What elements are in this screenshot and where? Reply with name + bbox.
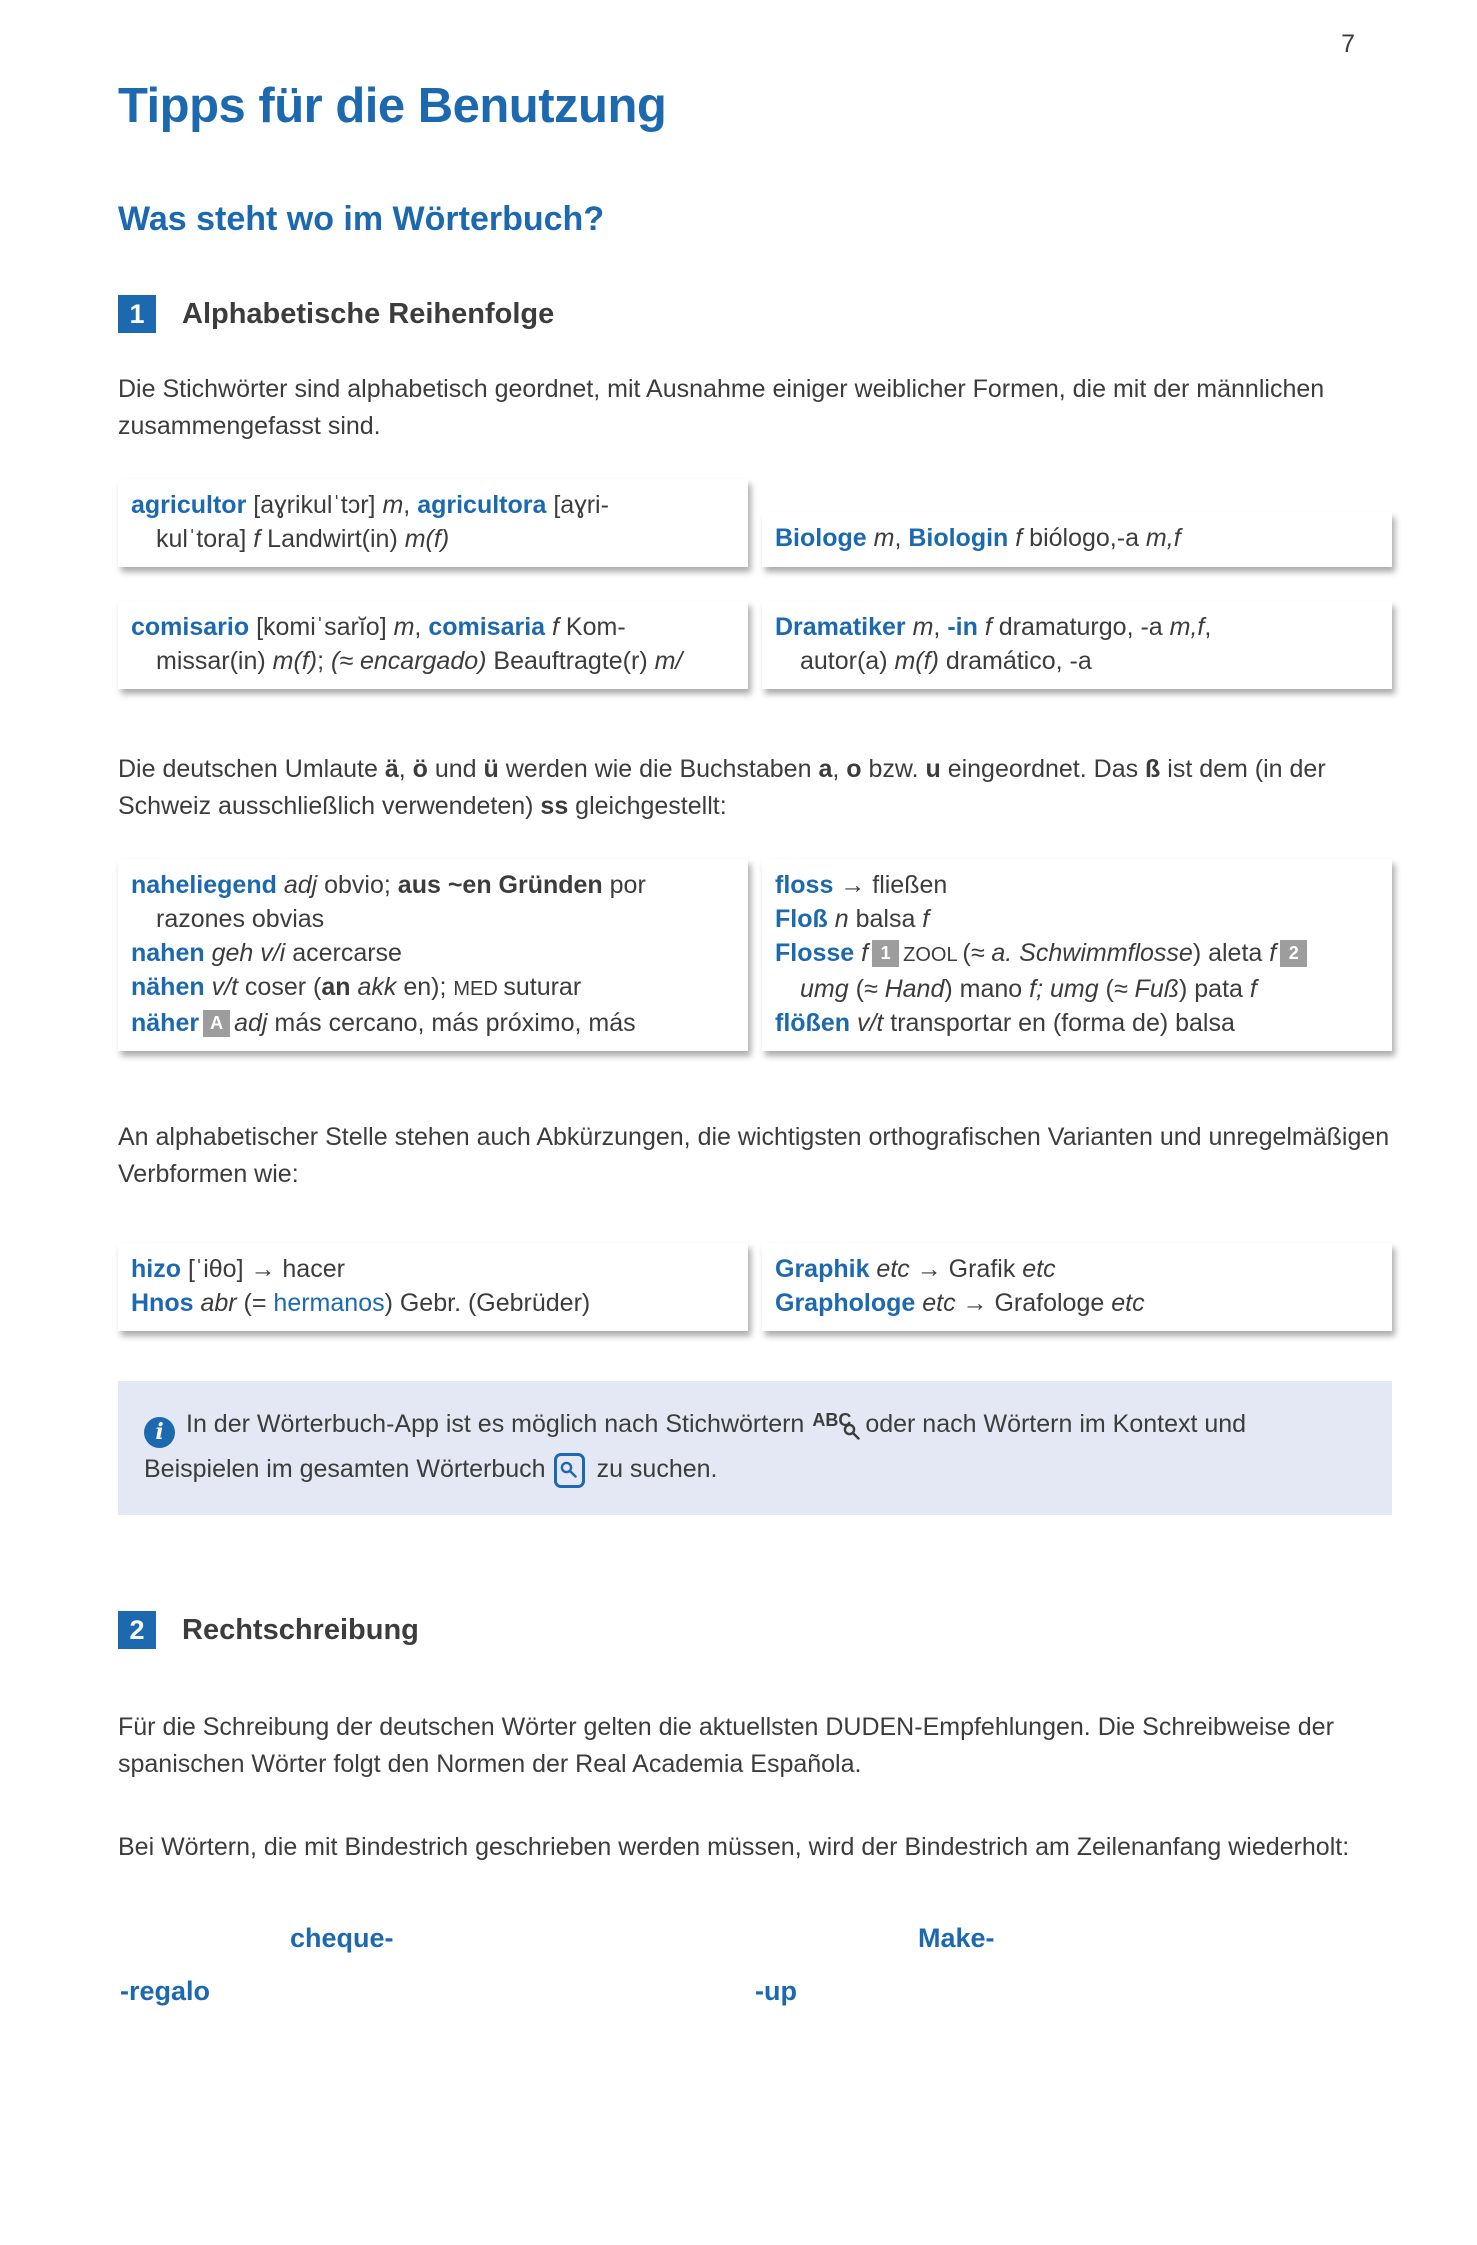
text-segment: In der Wörterbuch-App ist es möglich nach Stichwörtern [186,1410,805,1438]
text-segment: v/t [211,973,245,1001]
text-segment: m [912,613,934,641]
text-segment: ist dem (in der Schweiz ausschließlich verwendeten) [118,755,1326,820]
text-segment: f [1249,975,1257,1003]
entry-line [775,1252,1379,1286]
text-segment: razones obvias [156,905,325,933]
entry-line [775,1006,1379,1040]
headword: Graphologe [775,1289,923,1317]
text-segment: ö [412,755,428,783]
text-segment: ; [317,647,331,675]
text-segment: , [398,755,413,783]
text-segment: ≈ Fuß [1113,975,1179,1003]
text-segment: kulˈtora] [156,525,254,553]
text-segment: m/ [654,647,683,675]
text-segment: m(f) [272,647,318,675]
text-segment: werden wie die Buchstaben [498,755,819,783]
hyphen-word-part: -regalo [120,1976,211,2006]
text-segment: bzw. [861,755,926,783]
entry-box-graphik [762,1243,1392,1331]
text-segment: balsa [855,905,923,933]
hyphen-word-part: cheque- [290,1923,394,1953]
text-segment: f; umg [1029,975,1106,1003]
text-segment: m,f [1145,524,1181,552]
entry-line [131,868,735,902]
umlaut-paragraph [118,751,1392,825]
text-segment: etc [876,1255,917,1283]
headword: nahen [131,939,212,967]
entry-line [131,1286,735,1320]
text-segment: adj [234,1009,275,1037]
headword: naheliegend [131,871,284,899]
text-segment: zu suchen. [596,1455,718,1483]
text-segment: ä [384,755,399,783]
text-segment: abr [200,1289,244,1317]
headword: Flosse [775,939,862,967]
sense-badge: A [203,1010,230,1037]
text-segment: Beauftragte(r) [493,647,655,675]
text-segment: etc [1022,1255,1056,1283]
text-segment: [aɣri- [553,491,609,519]
section-2-paragraph-1: Für die Schreibung der deutschen Wörter gelten die aktuellsten DUDEN-Empfehlungen. Die Schreibweise der spanischen Wörter folgt den Normen der Real Academia Española. [118,1713,1334,1778]
text-segment: [komiˈsarĭo] [256,613,394,641]
text-segment: f [552,613,566,641]
text-segment: [ˈiθo] → hacer [187,1255,345,1283]
entry-line [131,644,735,678]
abc-label: ABC [812,1410,852,1430]
text-segment: f [984,613,999,641]
text-segment: dramático, -a [945,647,1092,675]
text-segment: und [427,755,484,783]
headword: Dramatiker [775,613,913,641]
entry-box-comisario [118,601,748,689]
example-row-2 [118,601,1392,689]
text-segment: (≈ encargado) [331,647,494,675]
text-segment: ) Gebr. (Gebrüder) [384,1289,591,1317]
text-segment: f [861,939,869,967]
text-segment: por [609,871,646,899]
text-segment: m(f) [894,647,946,675]
headword: Biologin [908,524,1016,552]
text-segment: etc [922,1289,963,1317]
text-segment: ( [1105,975,1114,1003]
text-segment: → Grafologe [962,1289,1112,1317]
text-segment: gleichgestellt: [568,792,727,820]
entry-box-floss [762,859,1392,1051]
section-1-intro: Die Stichwörter sind alphabetisch geordnet, mit Ausnahme einiger weiblicher Formen, die mit der männlichen zusammengefasst sind. [118,375,1325,440]
text-segment: ) mano [944,975,1030,1003]
text-segment: f [922,905,930,933]
headword: flößen [775,1009,857,1037]
text-segment: ) pata [1179,975,1250,1003]
section-subtitle: Was steht wo im Wörterbuch? [118,200,605,238]
text-segment: f [1015,524,1030,552]
text-segment: akk [357,973,404,1001]
sense-badge: 2 [1280,940,1307,967]
entry-line [131,610,735,644]
headword: Graphik [775,1255,877,1283]
text-segment: suturar [503,973,582,1001]
example-row-1 [118,479,1392,567]
text-segment: (= [243,1289,274,1317]
entry-line [775,644,1379,678]
text-segment: m,f [1169,613,1205,641]
entry-box-agricultor [118,479,748,567]
text-segment: umg [800,975,856,1003]
text-segment: u [925,755,941,783]
entry-line [775,1286,1379,1320]
cross-reference: hermanos [273,1289,385,1317]
text-segment: en); [403,973,454,1001]
app-info-box [118,1381,1392,1515]
entry-line [131,1252,735,1286]
entry-box-hizo [118,1243,748,1331]
text-segment: Die deutschen Umlaute [118,755,385,783]
entry-line [131,1006,735,1040]
entry-line [131,488,735,522]
entry-line [775,610,1379,644]
text-segment: aus ~en Gründen [397,871,610,899]
text-segment: missar(in) [156,647,273,675]
page-title: Tipps für die Benutzung [118,79,667,133]
headword: agricultora [417,491,554,519]
text-segment: transportar en (forma de) balsa [890,1009,1235,1037]
text-segment: geh v/i [211,939,293,967]
sense-badge: 1 [872,940,899,967]
headword-search-icon [812,1411,851,1429]
text-segment: eingeordnet. Das [940,755,1146,783]
text-segment: o [846,755,862,783]
text-segment: ZOOL [903,944,963,966]
text-segment: acercarse [292,939,402,967]
headword: floss [775,871,841,899]
text-segment: ≈ a. Schwimmflosse [970,939,1193,967]
text-segment: obvio; [324,871,398,899]
text-segment: ß [1145,755,1161,783]
example-row-3 [118,859,1392,1051]
entry-line [775,868,1379,902]
text-segment: ü [483,755,499,783]
headword: nähen [131,973,212,1001]
section-1-title: Alphabetische Reihenfolge [182,297,555,330]
text-segment: oder nach Wörtern im Kontext und Beispielen im gesamten Wörterbuch [144,1410,1247,1483]
text-segment: ( [962,939,971,967]
entry-box-biologe [762,512,1392,567]
text-segment: autor(a) [800,647,895,675]
entry-line [131,936,735,970]
headword: -in [947,613,985,641]
text-segment: MED [453,978,504,1000]
headword: Floß [775,905,835,933]
text-segment: , [933,613,948,641]
hyphen-example-left [118,1912,755,2018]
info-icon: i [144,1417,175,1448]
entry-line [775,902,1379,936]
text-segment: ≈ Hand [863,975,945,1003]
text-segment: ss [540,792,569,820]
hyphen-examples [118,1912,1392,2018]
hyphen-word-part: Make- [918,1923,995,1953]
headword: agricultor [131,491,254,519]
text-segment: , [894,524,909,552]
text-segment: dramaturgo, -a [998,613,1170,641]
text-segment: m [873,524,895,552]
text-segment: m [382,491,404,519]
text-segment: [aɣrikulˈtɔr] [253,491,383,519]
headword: Biologe [775,524,874,552]
text-segment: ( [855,975,864,1003]
entry-box-naheliegend [118,859,748,1051]
text-segment: etc [1111,1289,1145,1317]
section-1-header [118,295,1392,333]
text-segment: , [414,613,429,641]
fulltext-search-icon [554,1453,585,1488]
example-row-4 [118,1243,1392,1331]
headword: comisario [131,613,257,641]
text-segment: , [403,491,418,519]
entry-line [131,970,735,1006]
text-segment: → Grafik [916,1255,1023,1283]
text-segment: coser ( [244,973,322,1001]
text-segment: Kom- [565,613,626,641]
text-segment: a [818,755,833,783]
section-2-header [118,1611,1392,1649]
text-segment: biólogo,-a [1029,524,1146,552]
entry-line [775,972,1379,1006]
entry-line [775,521,1379,555]
text-segment: , [1204,613,1212,641]
headword: comisaria [428,613,553,641]
section-2-title: Rechtschreibung [182,1613,419,1646]
text-segment: n [834,905,856,933]
abbreviations-paragraph: An alphabetischer Stelle stehen auch Abkürzungen, die wichtigsten orthografischen Varianten und unregelmäßigen Verbformen wie: [118,1123,1390,1188]
text-segment: an [321,973,358,1001]
text-segment: más cercano, más próximo, más [274,1009,636,1037]
headword: hizo [131,1255,188,1283]
section-1-badge: 1 [118,295,156,333]
text-segment: , [832,755,847,783]
text-segment: f [253,525,268,553]
headword: näher [131,1009,200,1037]
page-number: 7 [1341,30,1355,58]
text-segment: m [393,613,415,641]
entry-line [131,902,735,936]
text-segment: f [1269,939,1277,967]
section-2-paragraph-2: Bei Wörtern, die mit Bindestrich geschrieben werden müssen, wird der Bindestrich am Zeilenanfang wiederholt: [118,1833,1350,1861]
hyphen-example-right [755,1912,1392,2018]
text-segment: v/t [856,1009,891,1037]
section-2-badge: 2 [118,1611,156,1649]
text-segment: adj [283,871,325,899]
text-segment: Landwirt(in) [267,525,405,553]
text-segment: m(f) [404,525,450,553]
hyphen-word-part: -up [755,1976,797,2006]
text-segment: → fließen [840,871,948,899]
entry-line [131,522,735,556]
text-segment: ) aleta [1192,939,1270,967]
entry-line [775,936,1379,972]
entry-box-dramatiker [762,601,1392,689]
headword: Hnos [131,1289,201,1317]
